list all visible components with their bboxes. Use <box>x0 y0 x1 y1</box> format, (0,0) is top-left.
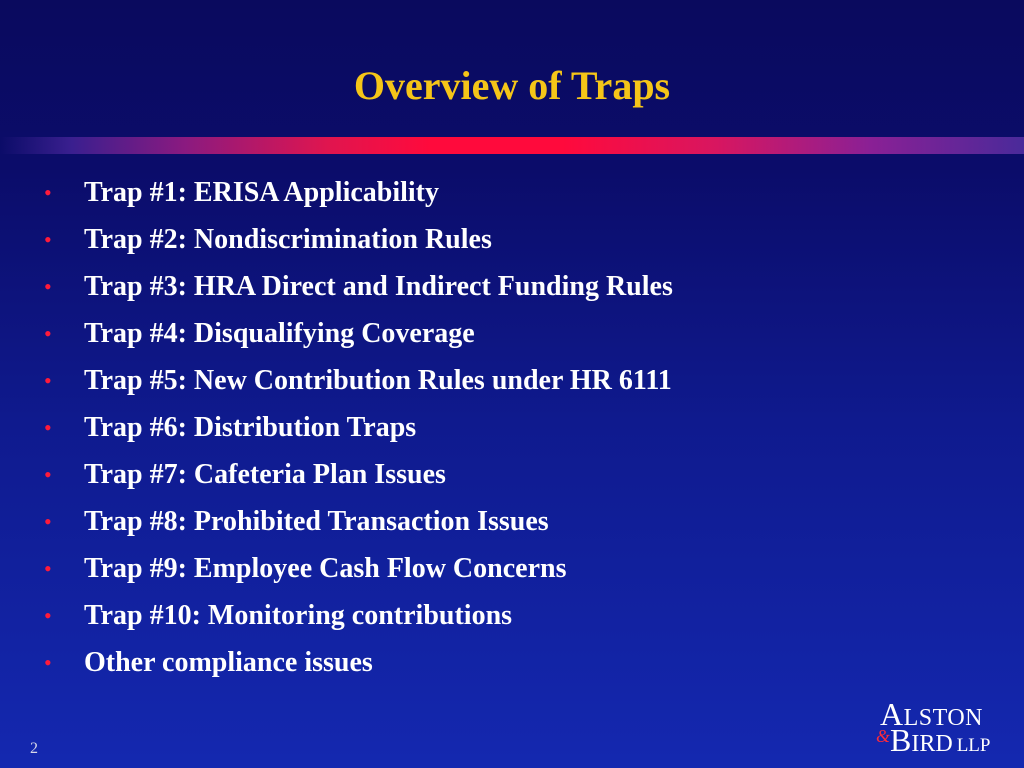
bullet-text: Trap #1: ERISA Applicability <box>84 177 440 208</box>
list-item <box>40 359 673 406</box>
bullet-text: Trap #2: Nondiscrimination Rules <box>84 224 492 255</box>
list-item <box>40 312 673 359</box>
logo-word-alston: LSTON <box>903 705 984 731</box>
title-divider-bar <box>0 137 1024 154</box>
bullet-text: Other compliance issues <box>84 647 373 678</box>
bullet-icon: • <box>44 415 52 440</box>
company-logo <box>876 697 1016 757</box>
bullet-icon: • <box>44 462 52 487</box>
bullet-icon: • <box>44 650 52 675</box>
bullet-icon: • <box>44 368 52 393</box>
bullet-icon: • <box>44 603 52 628</box>
bullet-text: Trap #5: New Contribution Rules under HR 6111 <box>84 365 672 396</box>
page-number: 2 <box>30 740 38 757</box>
list-item <box>40 453 673 500</box>
bullet-list <box>40 171 673 688</box>
list-item <box>40 218 673 265</box>
list-item <box>40 547 673 594</box>
bullet-text: Trap #10: Monitoring contributions <box>84 600 513 631</box>
bullet-text: Trap #9: Employee Cash Flow Concerns <box>84 553 567 584</box>
list-item <box>40 265 673 312</box>
logo-word-bird: IRD <box>911 731 953 757</box>
list-item <box>40 594 673 641</box>
bullet-text: Trap #4: Disqualifying Coverage <box>84 318 475 349</box>
list-item <box>40 641 673 688</box>
bullet-icon: • <box>44 180 52 205</box>
logo-line-2 <box>890 723 990 763</box>
bullet-text: Trap #3: HRA Direct and Indirect Funding Rules <box>84 271 673 302</box>
logo-suffix-llp: LLP <box>956 735 991 756</box>
logo-initial-b: B <box>890 722 912 758</box>
bullet-icon: • <box>44 274 52 299</box>
bullet-text: Trap #7: Cafeteria Plan Issues <box>84 459 446 490</box>
bullet-text: Trap #8: Prohibited Transaction Issues <box>84 506 549 537</box>
logo-initial-a: A <box>880 696 904 732</box>
bullet-icon: • <box>44 227 52 252</box>
bullet-icon: • <box>44 556 52 581</box>
bullet-icon: • <box>44 321 52 346</box>
logo-ampersand: & <box>876 726 891 746</box>
list-item <box>40 500 673 547</box>
bullet-icon: • <box>44 509 52 534</box>
list-item <box>40 406 673 453</box>
list-item <box>40 171 673 218</box>
slide-title: Overview of Traps <box>353 63 671 108</box>
bullet-text: Trap #6: Distribution Traps <box>84 412 417 443</box>
